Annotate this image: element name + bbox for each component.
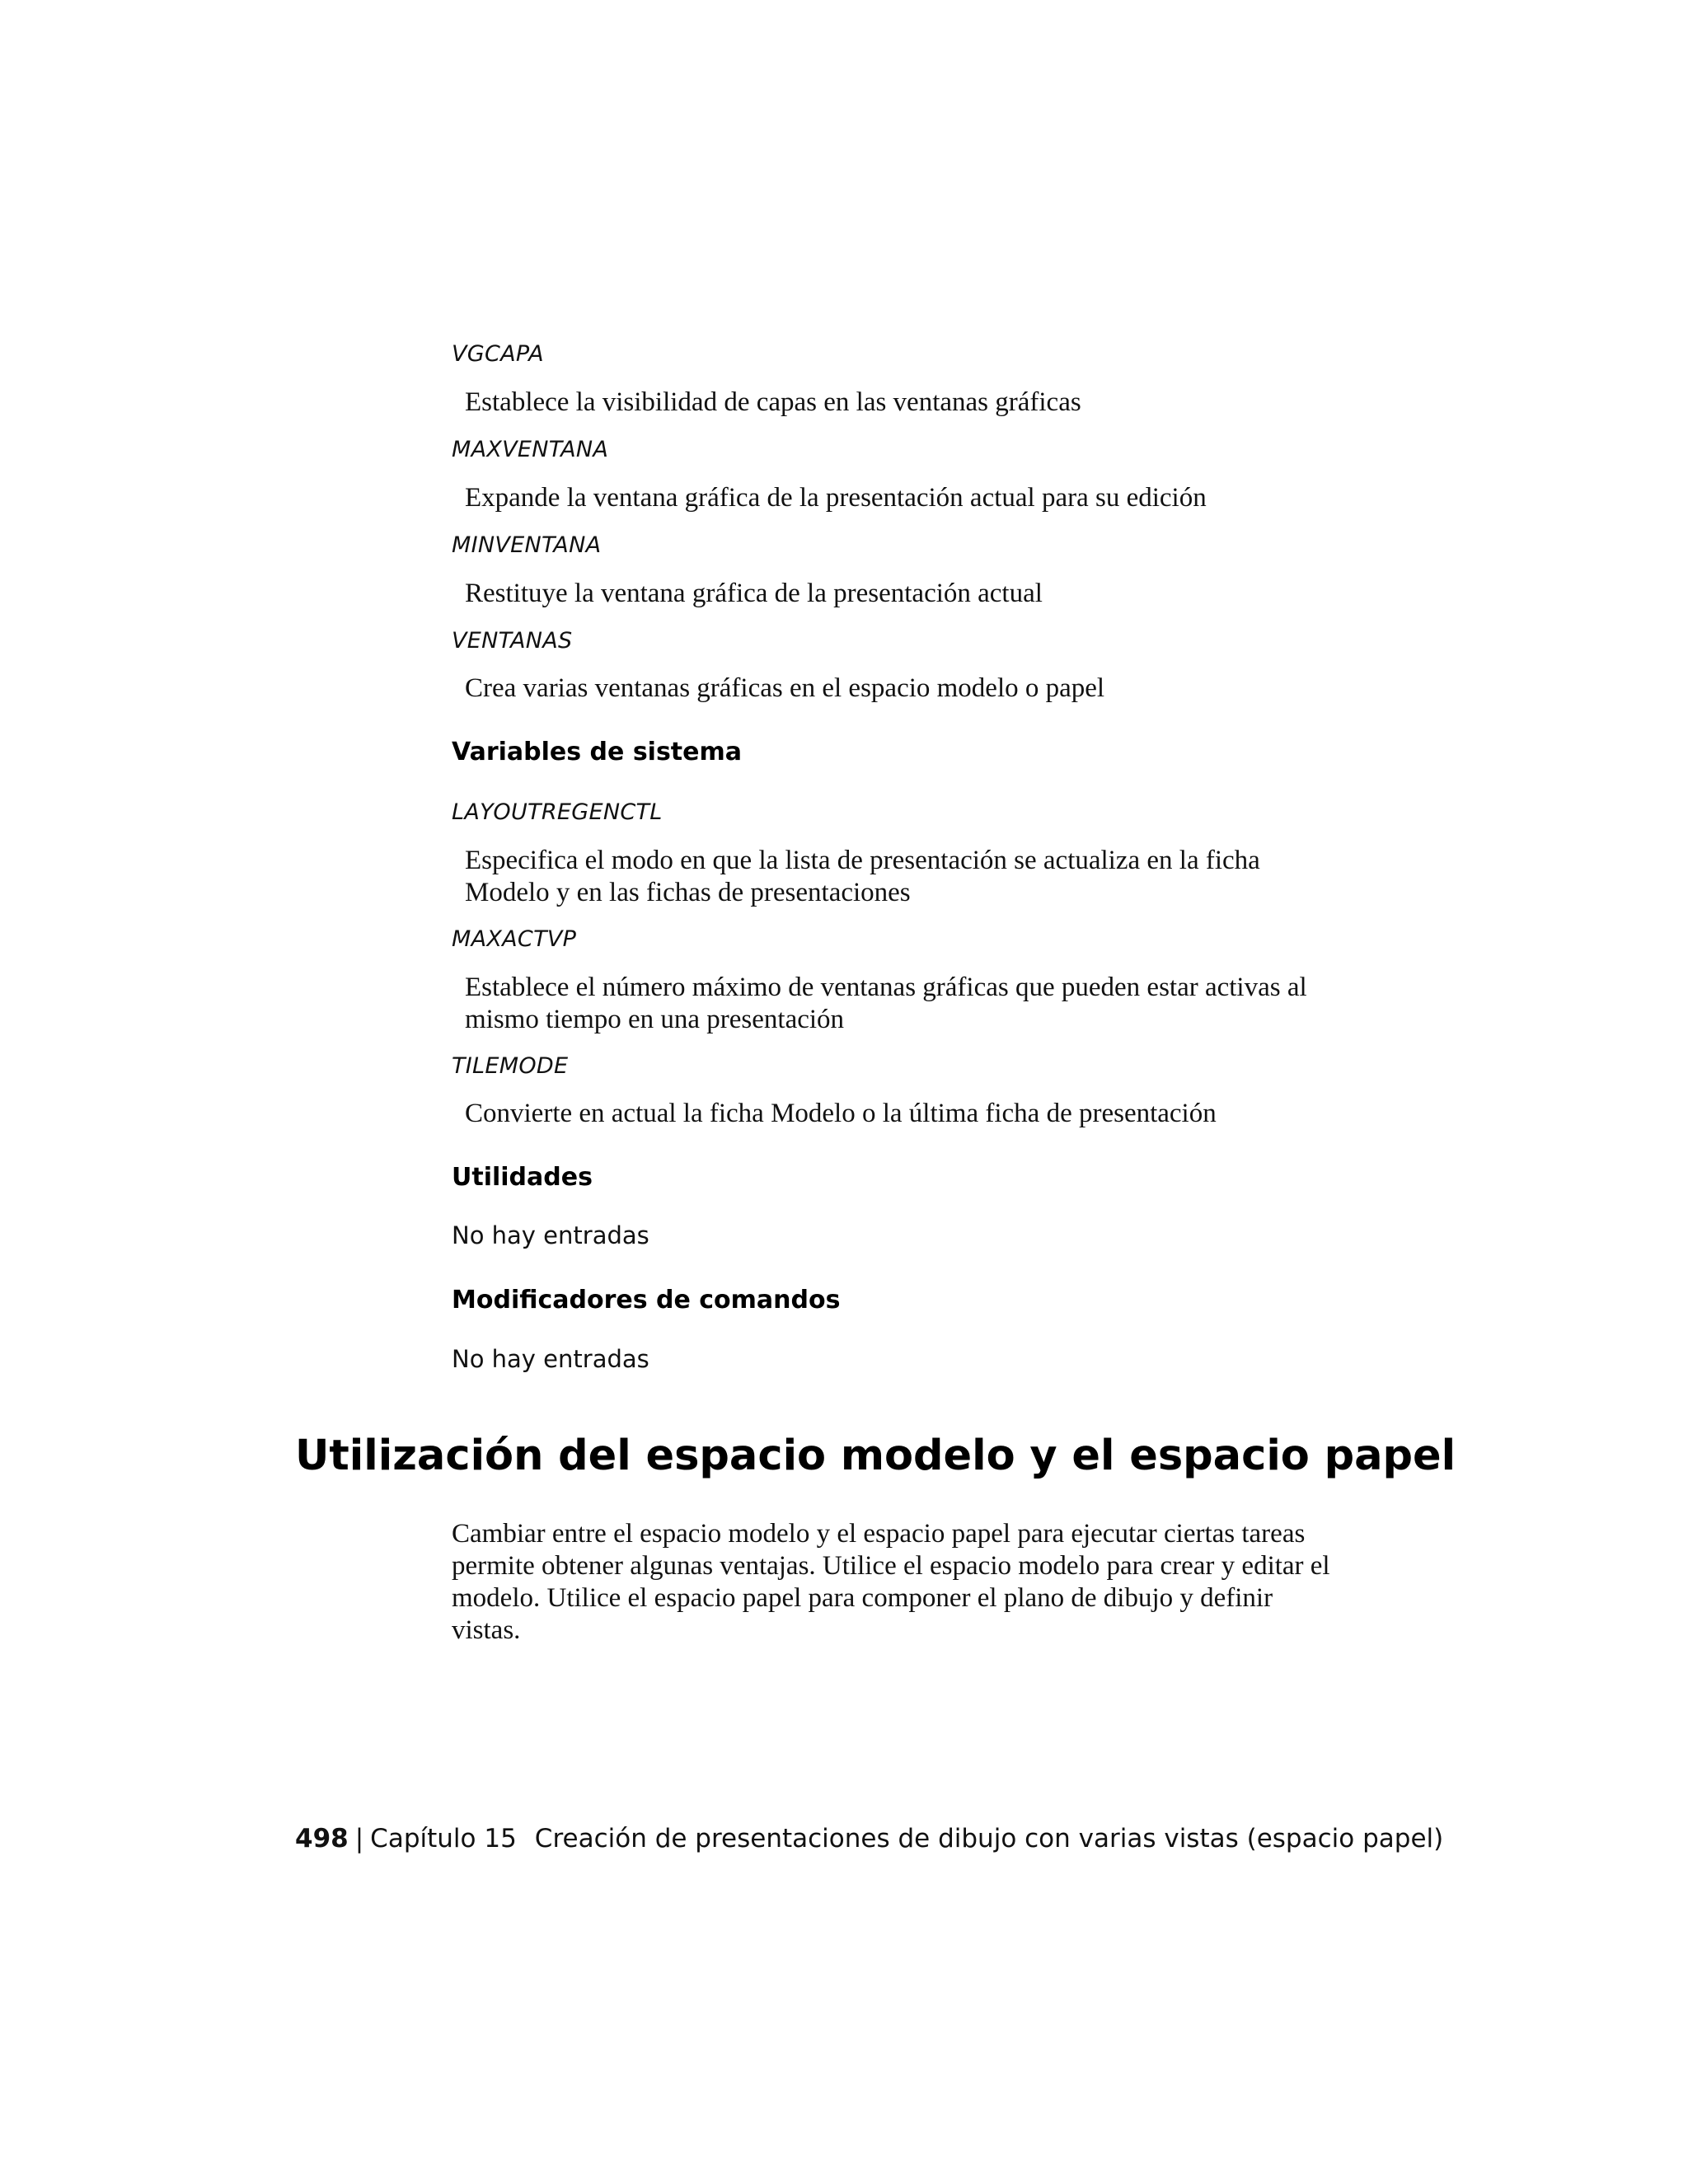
page-number: 498 bbox=[295, 1824, 349, 1854]
chapter-title: Creación de presentaciones de dibujo con varias vistas (espacio papel) bbox=[534, 1824, 1444, 1854]
utilities-heading: Utilidades bbox=[452, 1163, 593, 1192]
section-paragraph: Cambiar entre el espacio modelo y el espacio papel para ejecutar ciertas tareas permite obtener algunas ventajas. Utilice el espacio modelo para crear y editar el modelo. Utilice el espacio papel para componer el plano de dibujo y definir vistas. bbox=[452, 1519, 1330, 1645]
page-footer bbox=[295, 1821, 1443, 1856]
system-variable-term: MAXACTVP bbox=[452, 926, 577, 952]
system-variable-description: Especifica el modo en que la lista de presentación se actualiza en la ficha Modelo y en las fichas de presentaciones bbox=[465, 846, 1260, 907]
footer-separator: | bbox=[354, 1824, 364, 1854]
section-title: Utilización del espacio modelo y el espacio papel bbox=[295, 1432, 1456, 1480]
system-variable-term: TILEMODE bbox=[452, 1053, 569, 1079]
command-description: Establece la visibilidad de capas en las ventanas gráficas bbox=[465, 387, 1081, 417]
system-variable-term: LAYOUTREGENCTL bbox=[452, 799, 663, 825]
system-variable-description: Convierte en actual la ficha Modelo o la última ficha de presentación bbox=[465, 1099, 1217, 1128]
system-variables-heading: Variables de sistema bbox=[452, 738, 743, 766]
command-description: Crea varias ventanas gráficas en el espacio modelo o papel bbox=[465, 673, 1105, 703]
utilities-text: No hay entradas bbox=[452, 1221, 649, 1249]
command-modifiers-text: No hay entradas bbox=[452, 1345, 649, 1373]
command-modifiers-heading: Modificadores de comandos bbox=[452, 1286, 841, 1315]
command-description: Expande la ventana gráfica de la presentación actual para su edición bbox=[465, 483, 1207, 513]
command-term: MINVENTANA bbox=[452, 532, 602, 558]
system-variable-description: Establece el número máximo de ventanas gráficas que pueden estar activas al mismo tiempo en una presentación bbox=[465, 972, 1307, 1034]
chapter-label: Capítulo 15 bbox=[370, 1824, 517, 1854]
command-term: MAXVENTANA bbox=[452, 437, 609, 462]
command-term: VENTANAS bbox=[452, 628, 573, 654]
command-term: VGCAPA bbox=[452, 341, 544, 367]
command-description: Restituye la ventana gráfica de la presentación actual bbox=[465, 579, 1043, 608]
